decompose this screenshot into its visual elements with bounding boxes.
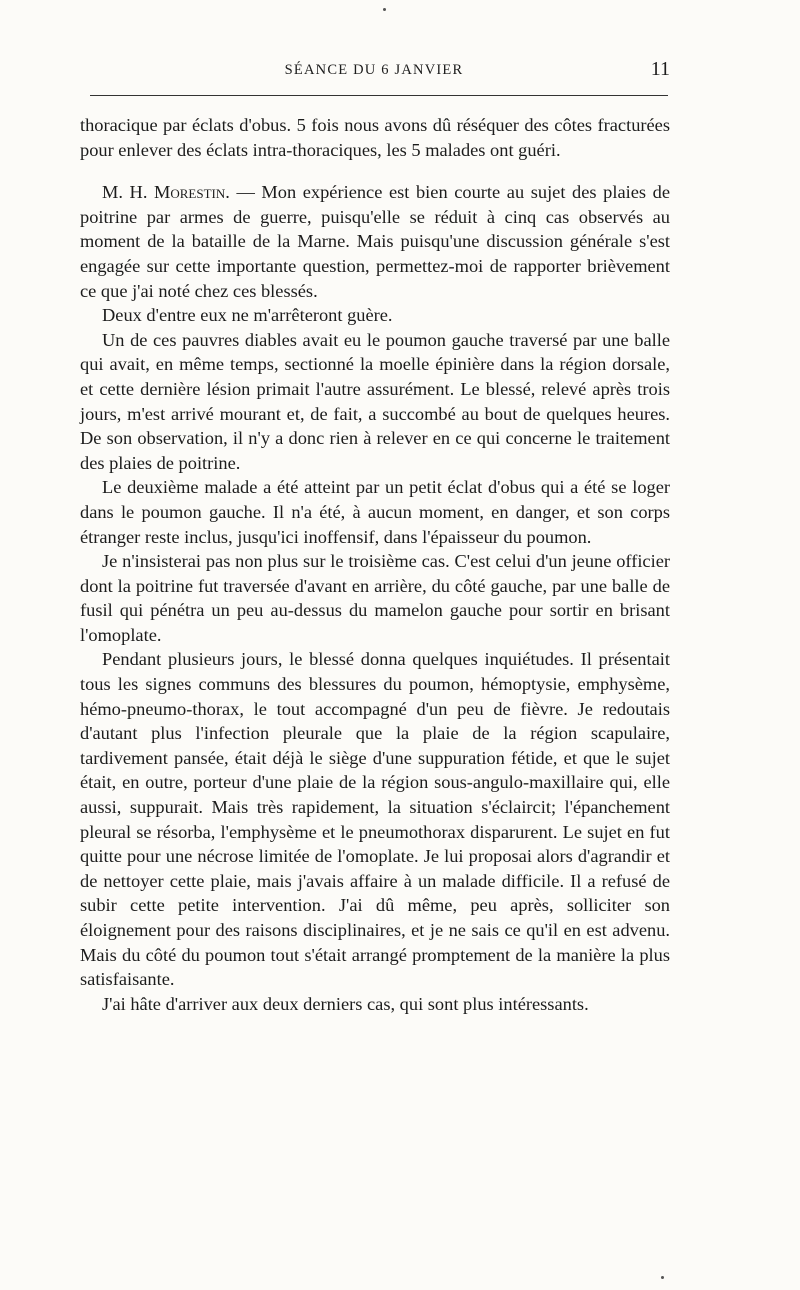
paragraph: J'ai hâte d'arriver aux deux derniers cas, qui sont plus intéressants. xyxy=(102,993,589,1014)
paragraph: Un de ces pauvres diables avait eu le poumon gauche traversé par une balle qui avait, en même temps, sectionné la moelle épinière dans la région dorsale, et cette dernière lésion primait l'autre assurément. Le blessé, relevé après trois jours, m'est arrivé mourant et, de fait, a succombé au bout de quelques heures. De son observation, il n'y a donc rien à relever en ce qui concerne le traitement des plaies de poitrine. xyxy=(80,329,670,473)
paper-speck xyxy=(661,1276,664,1279)
paragraph-continuation: thoracique par éclats d'obus. 5 fois nous avons dû réséquer des côtes fracturées pour enlever des éclats intra-thoraciques, les 5 malades ont guéri. xyxy=(80,115,670,160)
body-text xyxy=(80,113,670,1016)
speaker-paragraph xyxy=(80,180,670,303)
paper-speck xyxy=(383,8,386,11)
page-number: 11 xyxy=(650,58,670,80)
running-head xyxy=(78,58,670,86)
speaker-text: — Mon expérience est bien courte au sujet des plaies de poitrine par armes de guerre, puisqu'elle se réduit à cinq cas observés au moment de la bataille de la Marne. Mais puisqu'une discussion générale s'est engagée sur cette importante question, permettez-moi de rapporter brièvement ce que j'ai noté chez ces blessés. xyxy=(80,182,670,301)
paragraph: Je n'insisterai pas non plus sur le troisième cas. C'est celui d'un jeune officier dont la poitrine fut traversée d'avant en arrière, du côté gauche, par une balle de fusil qui pénétra un peu au-dessus du mamelon gauche pour sortir en brisant l'omoplate. xyxy=(80,551,670,645)
running-head-title: SÉANCE DU 6 JANVIER xyxy=(284,62,464,78)
paragraph: Le deuxième malade a été atteint par un petit éclat d'obus qui a été se loger dans le poumon gauche. Il n'a été, à aucun moment, en danger, et son corps étranger reste inclus, jusqu'ici inoffensif, dans l'épaisseur du poumon. xyxy=(80,477,670,547)
speaker-name: Morestin. xyxy=(154,182,230,203)
speaker-initials: M. H. xyxy=(102,182,148,203)
paragraph: Deux d'entre eux ne m'arrêteront guère. xyxy=(102,305,393,326)
header-rule xyxy=(90,95,668,96)
paragraph: Pendant plusieurs jours, le blessé donna quelques inquiétudes. Il présentait tous les signes communs des blessures du poumon, hémoptysie, emphysème, hémo-pneumo-thorax, le tout accompagné d'un peu de fièvre. Je redoutais d'autant plus l'infection pleurale que la plaie de la région scapulaire, tardivement pansée, était déjà le siège d'une suppuration fétide, et que le sujet était, en outre, porteur d'une plaie de la région sous-angulo-maxillaire qui, elle aussi, suppurait. Mais très rapidement, la situation s'éclaircit; l'épanchement pleural se résorba, l'emphysème et le pneumothorax disparurent. Le sujet en fut quitte pour une nécrose limitée de l'omoplate. Je lui proposai alors d'agrandir et de nettoyer cette plaie, mais j'avais affaire à un malade difficile. Il a refusé de subir cette petite intervention. J'ai dû même, peu après, solliciter son éloignement pour des raisons disciplinaires, et je ne sais ce qu'il en est advenu. Mais du côté du poumon tout s'était arrangé promptement de la manière la plus satisfaisante. xyxy=(80,649,670,990)
